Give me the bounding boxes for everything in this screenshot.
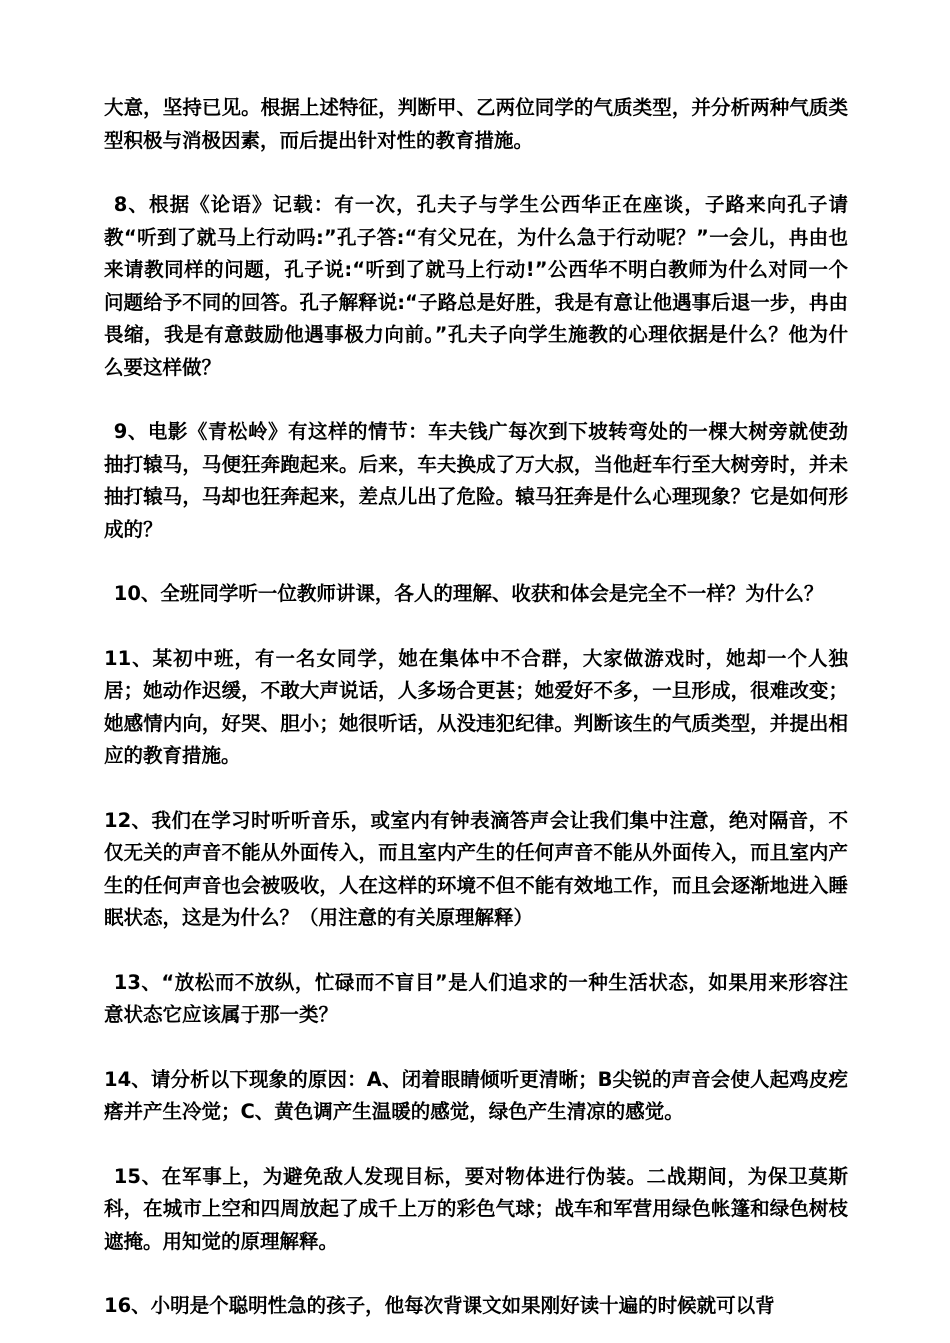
question-14: 14、请分析以下现象的原因：A、闭着眼睛倾听更清晰；B尖锐的声音会使人起鸡皮疙瘩并产生冷觉；C、黄色调产生温暖的感觉，绿色产生清凉的感觉。 [104, 1067, 848, 1123]
question-16: 16、小明是个聪明性急的孩子，他每次背课文如果刚好读十遍的时候就可以背 [104, 1294, 775, 1317]
question-12: 12、我们在学习时听听音乐，或室内有钟表滴答声会让我们集中注意，绝对隔音，不仅无关的声音不能从外面传入，而且室内产生的任何声音不能从外面传入，而且室内产生的任何声音也会被吸收，人在这样的环境不但不能有效地工作，而且会逐渐地进入睡眠状态，这是为什么？（用注意的有关原理解释） [104, 808, 848, 929]
question-15: 15、在军事上，为避免敌人发现目标，要对物体进行伪装。二战期间，为保卫莫斯科，在城市上空和四周放起了成千上万的彩色气球；战车和军营用绿色帐篷和绿色树枝遮掩。用知觉的原理解释。 [104, 1164, 848, 1253]
question-8: 8、根据《论语》记载：有一次，孔夫子与学生公西华正在座谈，子路来向孔子请教“听到了就马上行动吗:”孔子答:“有父兄在，为什么急于行动呢？”一会儿，冉由也来请教同样的问题，孔子说:“听到了就马上行动!”公西华不明白教师为什么对同一个问题给予不同的回答。孔子解释说:“子路总是好胜，我是有意让他遇事后退一步，冉由畏缩，我是有意鼓励他遇事极力向前。”孔夫子向学生施教的心理依据是什么？他为什么要这样做？ [104, 193, 848, 379]
question-10: 10、全班同学听一位教师讲课，各人的理解、收获和体会是完全不一样？为什么？ [113, 582, 824, 605]
question-11: 11、某初中班，有一名女同学，她在集体中不合群，大家做游戏时，她却一个人独居；她动作迟缓，不敢大声说话，人多场合更甚；她爱好不多，一旦形成，很难改变；她感情内向，好哭、胆小；她很听话，从没违犯纪律。判断该生的气质类型，并提出相应的教育措施。 [104, 646, 848, 767]
paragraph-7-continuation: 大意，坚持已见。根据上述特征，判断甲、乙两位同学的气质类型，并分析两种气质类型积极与消极因素，而后提出针对性的教育措施。 [104, 96, 848, 152]
document-page [104, 92, 848, 1323]
question-13: 13、“放松而不放纵，忙碌而不盲目”是人们追求的一种生活状态，如果用来形容注意状态它应该属于那一类？ [104, 970, 848, 1026]
question-9: 9、电影《青松岭》有这样的情节：车夫钱广每次到下坡转弯处的一棵大树旁就使劲抽打辕马，马便狂奔跑起来。后来，车夫换成了万大叔，当他赶车行至大树旁时，并未抽打辕马，马却也狂奔起来，差点儿出了危险。辕马狂奔是什么心理现象？它是如何形成的？ [104, 420, 848, 541]
